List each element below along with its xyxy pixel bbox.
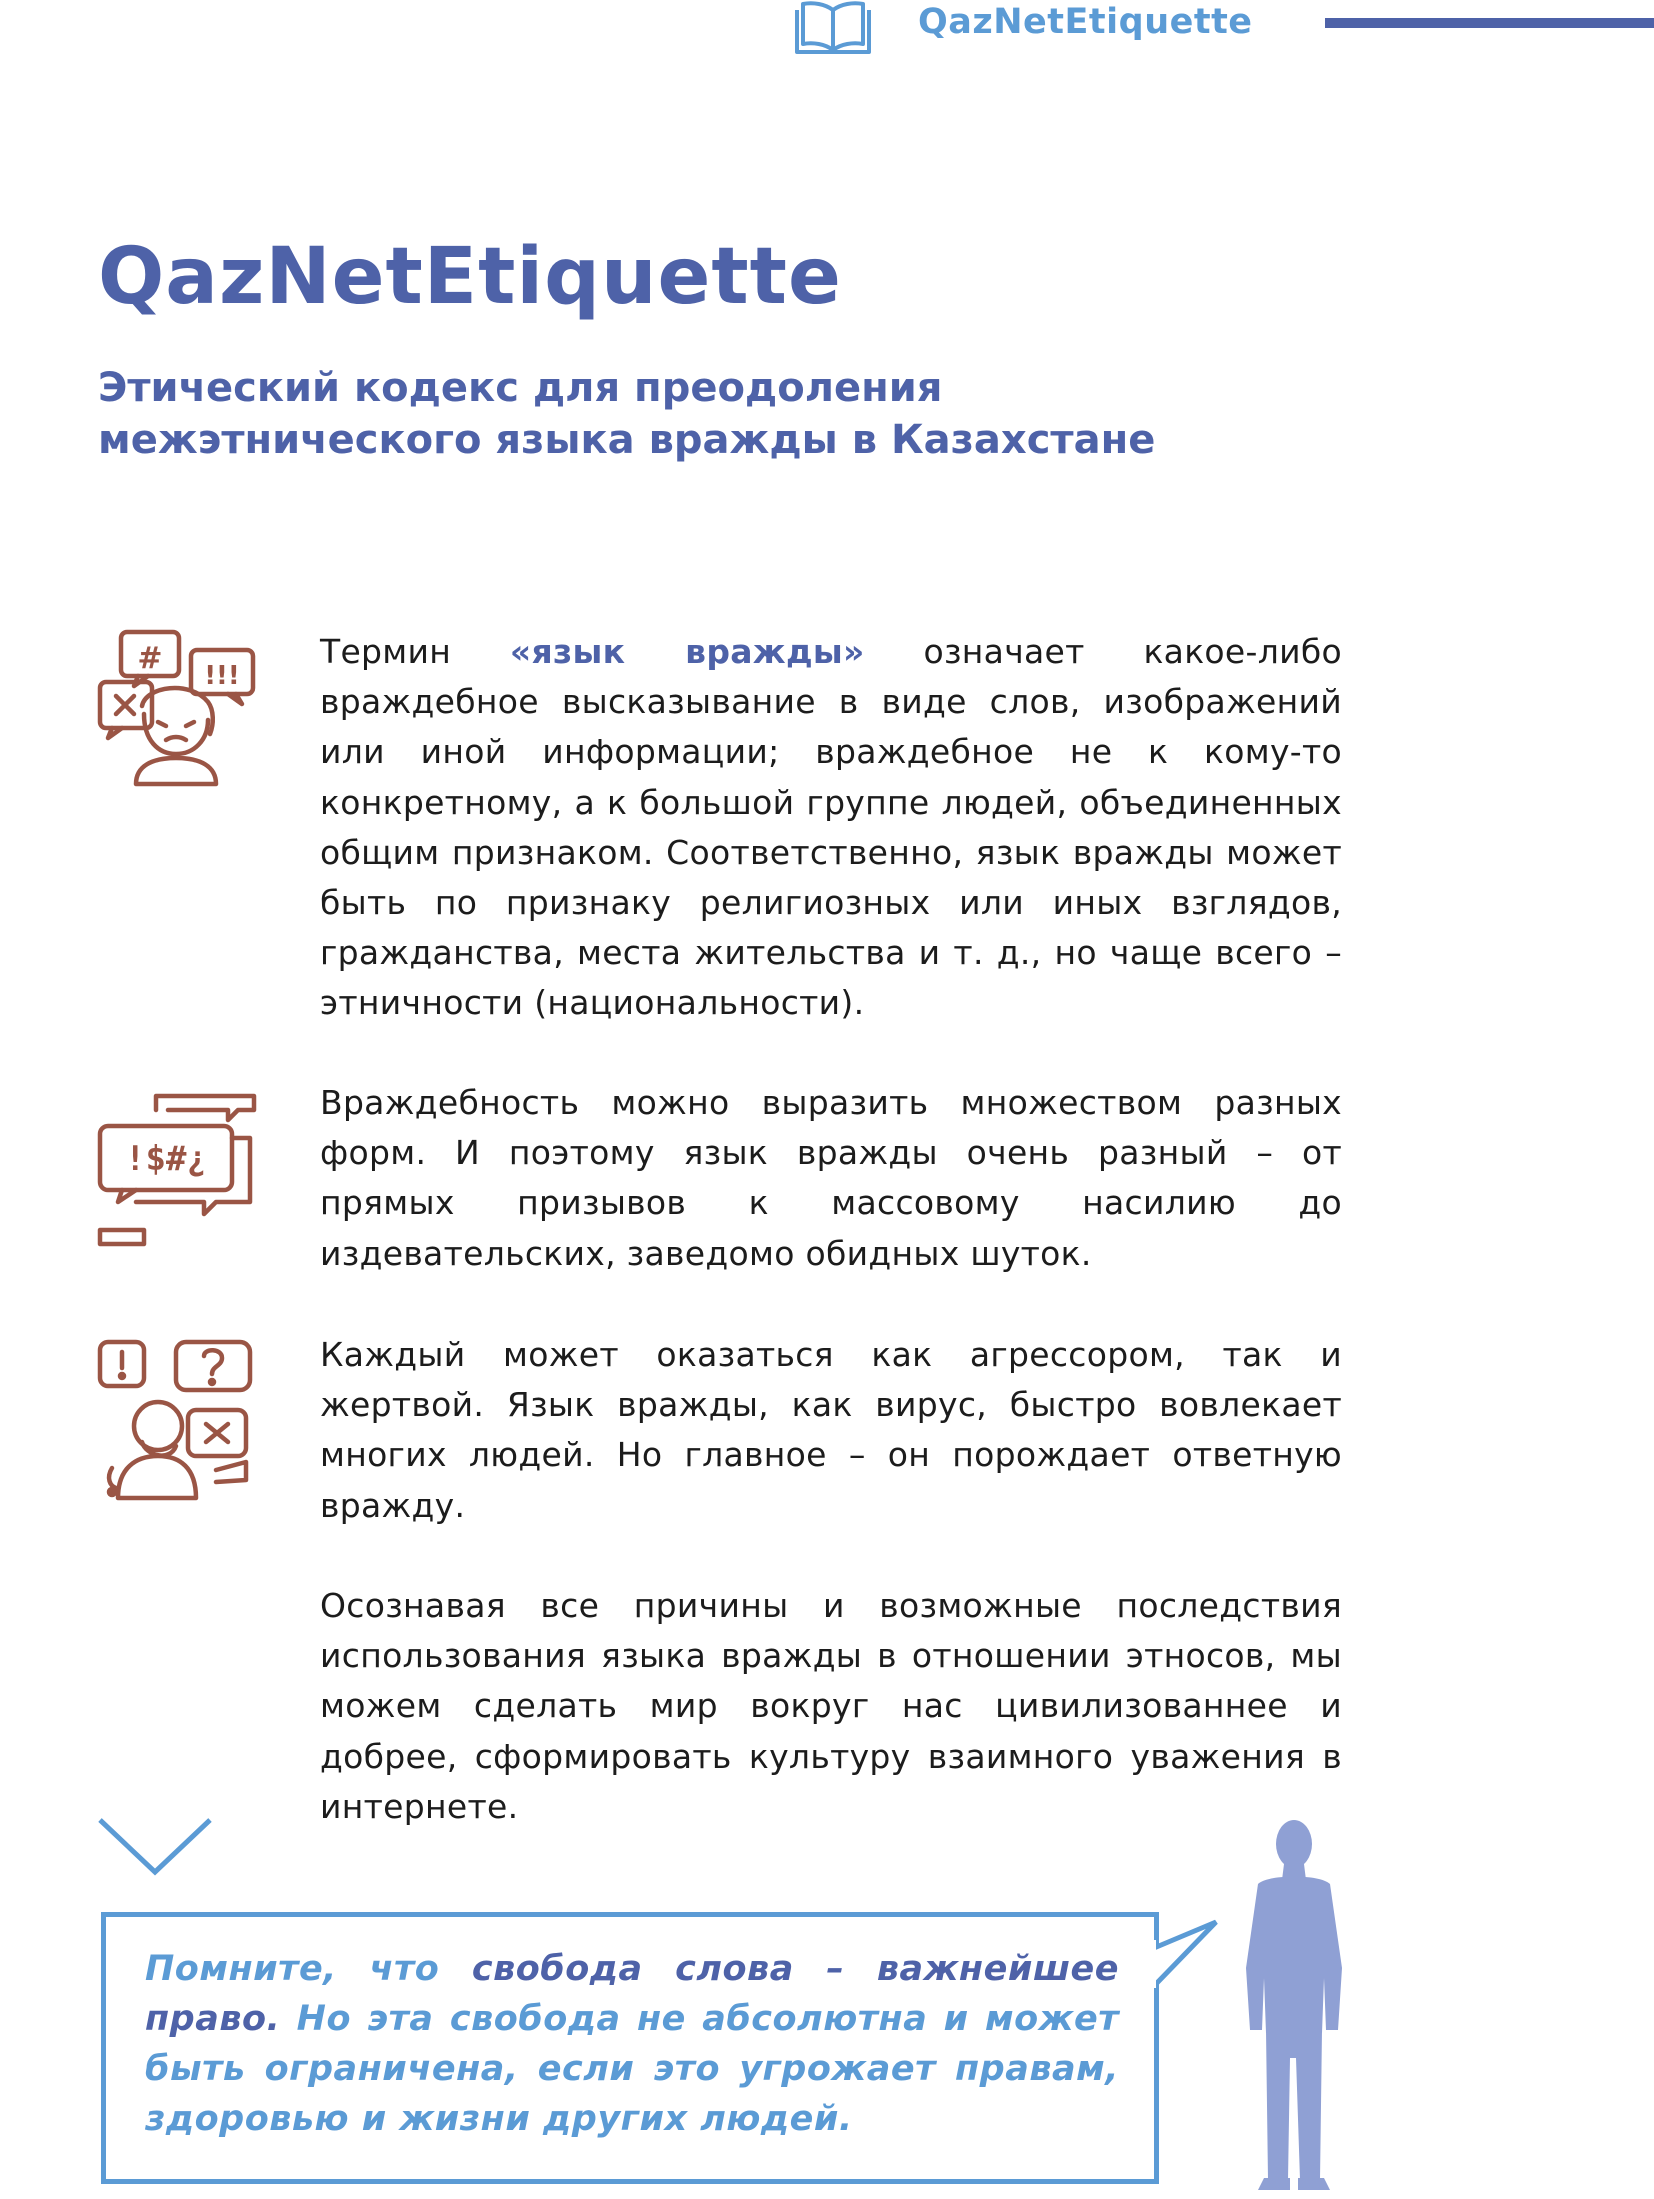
callout-emphasis: свобода слова – важнейшее право. — [145, 1949, 1120, 2039]
aggressor-victim-icon — [96, 1338, 258, 1502]
svg-text:#: # — [137, 641, 163, 676]
callout-text — [145, 1944, 1119, 2144]
callout-part-1: Помните, что — [145, 1949, 472, 1989]
chevron-down-icon — [98, 1818, 212, 1876]
person-silhouette — [1228, 1818, 1358, 2195]
p1-after: означает какое-либо враждебное высказывание в виде слов, изображений или иной информации; враждебное не к кому-то конкретному, а к большой группе людей, объединенных общим признаком. Соответственно, язык вражды может быть по признаку религиозных или иных взглядов, гражданства, места жительства и т. д., но чаще всего – этничности (национальности). — [320, 632, 1343, 1023]
callout-part-3: Но эта свобода не абсолютна и может быть ограничена, если это угрожает правам, здоровью и жизни других людей. — [145, 1999, 1119, 2139]
header-brand: QazNetEtiquette — [918, 2, 1253, 42]
p1-before: Термин — [320, 632, 510, 671]
swear-symbols: !$#¿ — [125, 1139, 207, 1179]
paragraph-hate-speech-definition — [320, 627, 1342, 1029]
page-title: QazNetEtiquette — [98, 232, 842, 322]
open-book-icon — [795, 0, 871, 56]
page-subtitle — [98, 362, 1298, 466]
paragraph-aggressor-victim: Каждый может оказаться как агрессором, так и жертвой. Язык вражды, как вирус, быстро вовлекает многих людей. Но главное – он порождает ответную вражду. — [320, 1335, 1342, 1525]
svg-text:!!!: !!! — [204, 661, 240, 691]
p1-term: «язык вражды» — [509, 632, 865, 671]
header-rule — [1325, 18, 1654, 28]
subtitle-line-2: межэтнического языка вражды в Казахстане — [98, 417, 1156, 463]
paragraph-conclusion: Осознавая все причины и возможные последствия использования языка вражды в отношении этносов, мы можем сделать мир вокруг нас цивилизованнее и добрее, сформировать культуру взаимного уважения в интернете. — [320, 1586, 1342, 1826]
paragraph-forms-of-hostility: Враждебность можно выразить множеством разных форм. И поэтому язык вражды очень разный – от прямых призывов к массовому насилию до издевательских, заведомо обидных шуток. — [320, 1083, 1342, 1273]
subtitle-line-1: Этический кодекс для преодоления — [98, 365, 943, 411]
swearing-bubble-icon — [96, 1090, 258, 1250]
callout-tail — [1150, 1918, 1220, 1988]
hate-speech-chat-icon — [96, 628, 258, 788]
